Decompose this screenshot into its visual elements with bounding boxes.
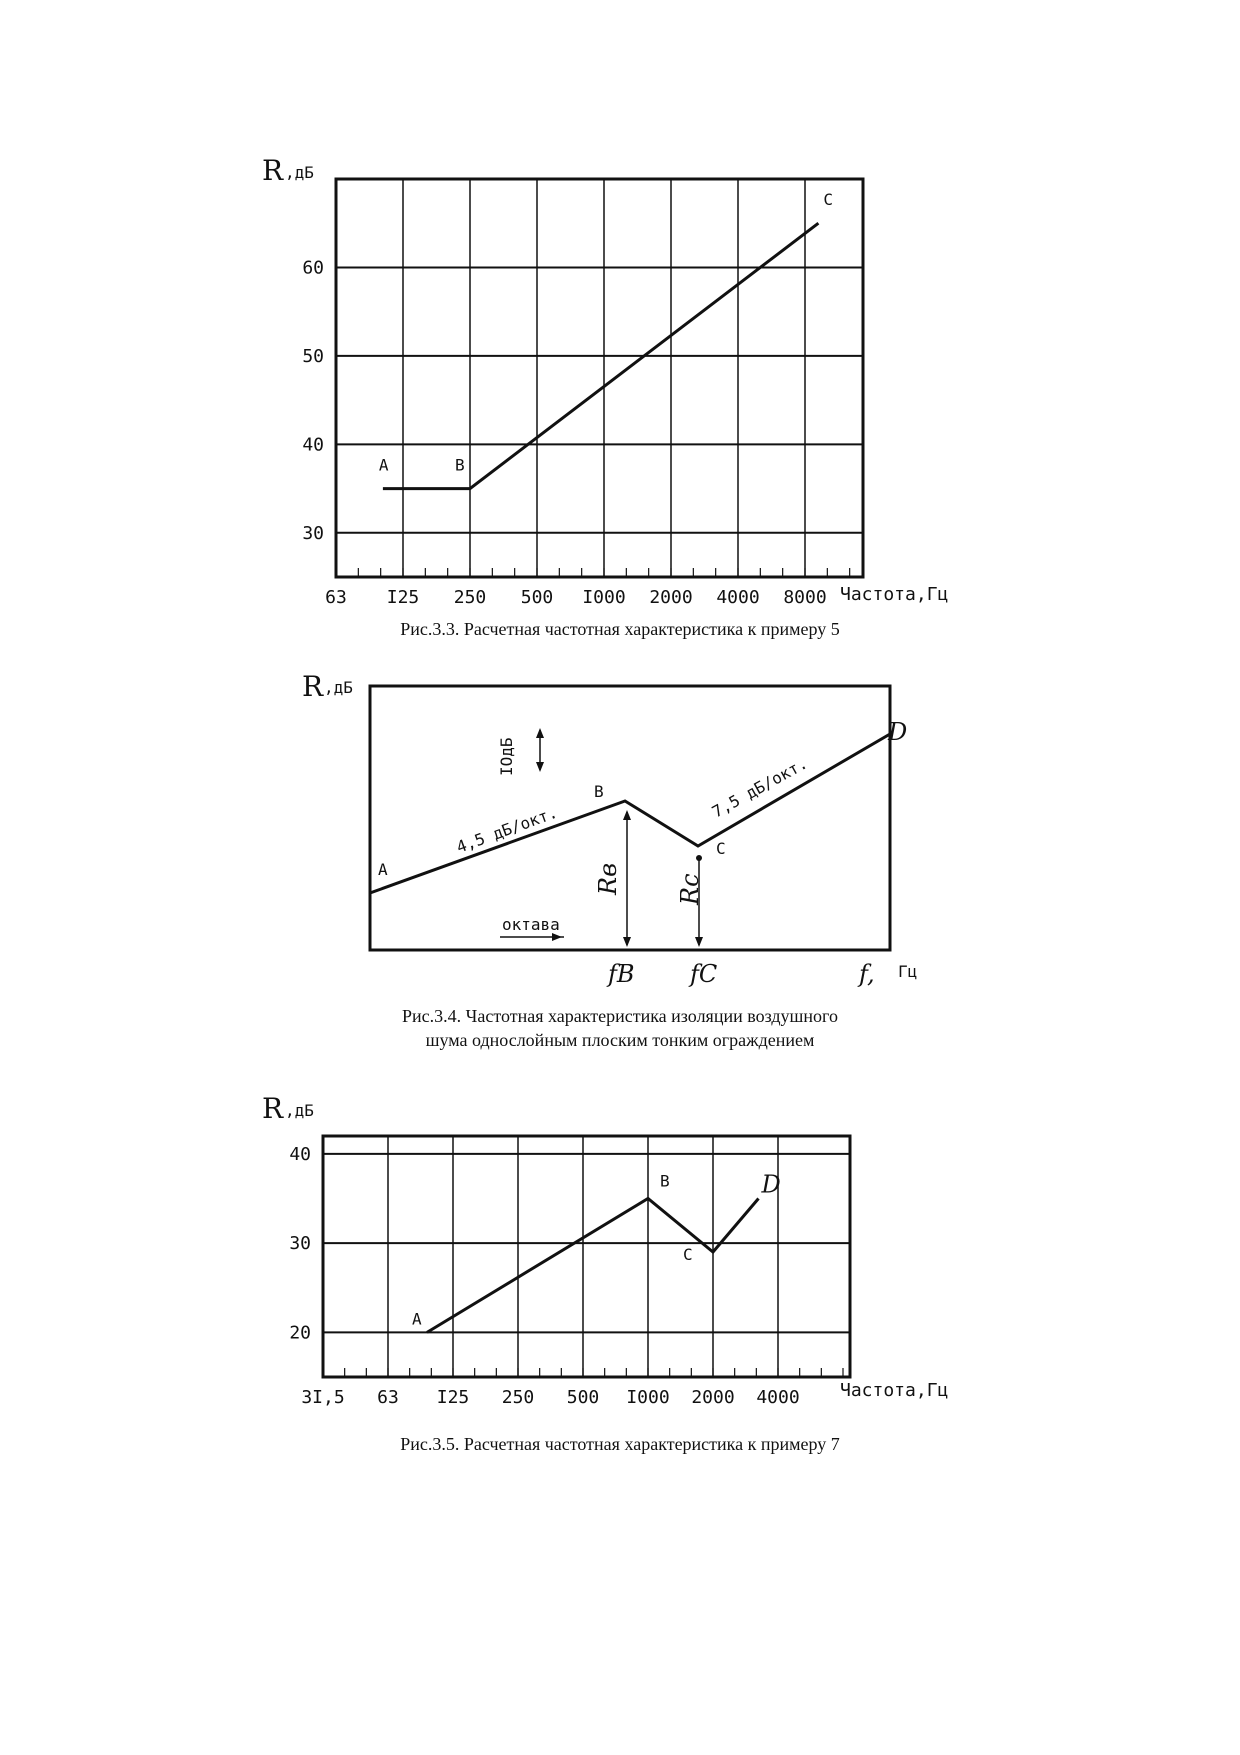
chart2-scale-arrow-head-up: [536, 728, 544, 738]
caption-fig-3-4-line2: шума однослойным плоским тонким ограждением: [425, 1030, 815, 1050]
c3-xtick-label: 250: [501, 1387, 535, 1408]
c3-xtick-label: I000: [626, 1387, 670, 1408]
c1-xtick-label: 500: [520, 587, 554, 608]
chart2-xlabel-unit: Гц: [898, 962, 918, 981]
caption-fig-3-4-line1: Рис.3.4. Частотная характеристика изоляции воздушного: [402, 1006, 838, 1026]
chart2-rb-label: Rв: [594, 862, 622, 895]
c3-xtick-label: I25: [436, 1387, 470, 1408]
chart2-point-a: A: [378, 860, 388, 879]
chart2-fc-point: [696, 855, 702, 861]
c1-frame: [336, 179, 863, 577]
c3-ytick-label: 30: [289, 1233, 311, 1255]
c3-point-label: C: [683, 1245, 693, 1265]
chart2-octave-label: октава: [502, 915, 560, 934]
c3-point-label: D: [761, 1170, 781, 1199]
chart-frequency-response-example-7: [262, 1092, 948, 1408]
chart2-fb-label: fB: [608, 960, 635, 988]
chart2-point-c: C: [716, 839, 726, 858]
chart2-rc-label: Rc: [676, 873, 704, 905]
c1-ytick-label: 50: [302, 345, 324, 367]
c3-xtick-label: 63: [377, 1387, 399, 1408]
c1-point-label: A: [378, 455, 389, 475]
c1-xtick-label: 63: [325, 587, 347, 608]
c1-xtick-label: 4000: [716, 587, 760, 608]
chart1-ylabel-unit: ,дБ: [285, 163, 314, 182]
chart-airborne-insulation-characteristic: [302, 670, 917, 988]
c3-point-label: B: [660, 1171, 670, 1191]
chart2-octave-arrow-head: [552, 933, 562, 941]
caption-fig-3-3: Рис.3.3. Расчетная частотная характеристика к примеру 5: [400, 619, 840, 639]
c3-xtick-label: 2000: [691, 1387, 735, 1408]
chart2-ylabel: R: [302, 670, 324, 703]
chart3-xlabel: Частота,Гц: [840, 1380, 949, 1401]
chart2-point-b: B: [594, 782, 604, 801]
c1-ytick-label: 40: [302, 434, 324, 456]
c3-xtick-label: 4000: [756, 1387, 800, 1408]
chart2-series-line: [370, 734, 890, 893]
caption-fig-3-5: Рис.3.5. Расчетная частотная характеристика к примеру 7: [400, 1434, 840, 1454]
chart2-fb-arrow-down: [623, 937, 631, 947]
c3-xtick-label: 500: [566, 1387, 600, 1408]
chart2-slope-cd: 7,5 дБ/окт.: [708, 753, 811, 822]
c3-ytick-label: 20: [289, 1322, 311, 1344]
c3-ytick-label: 40: [289, 1143, 311, 1165]
chart1-xlabel: Частота,Гц: [840, 584, 949, 605]
chart-frequency-response-example-5: [262, 154, 948, 608]
chart2-fc-label: fC: [690, 960, 718, 988]
chart3-ylabel: R: [262, 1092, 284, 1125]
chart2-xlabel: f,: [859, 960, 875, 988]
c1-xtick-label: I000: [582, 587, 626, 608]
c1-xtick-label: I25: [386, 587, 420, 608]
c3-point-label: A: [412, 1309, 422, 1329]
chart1-ylabel: R: [262, 154, 284, 187]
chart2-slope-ab: 4,5 дБ/окт.: [453, 802, 560, 857]
chart1-grid: [336, 179, 863, 577]
c1-xtick-label: 2000: [649, 587, 693, 608]
chart2-scale-label: IОдБ: [497, 737, 516, 776]
chart2-ylabel-unit: ,дБ: [324, 678, 353, 697]
c1-point-label: C: [823, 190, 834, 210]
chart3-ylabel-unit: ,дБ: [285, 1101, 314, 1120]
chart2-fc-arrow-down: [695, 937, 703, 947]
chart2-point-d: D: [888, 718, 908, 746]
c3-xtick-label: 3I,5: [301, 1387, 345, 1408]
chart3-series-line: [427, 1199, 759, 1333]
c1-ytick-label: 30: [302, 522, 324, 544]
chart2-scale-arrow-head-down: [536, 762, 544, 772]
c1-point-label: B: [455, 455, 465, 475]
c1-ytick-label: 60: [302, 257, 324, 279]
c1-xtick-label: 8000: [783, 587, 827, 608]
c1-xtick-label: 250: [453, 587, 487, 608]
chart2-fb-arrow-up: [623, 810, 631, 820]
